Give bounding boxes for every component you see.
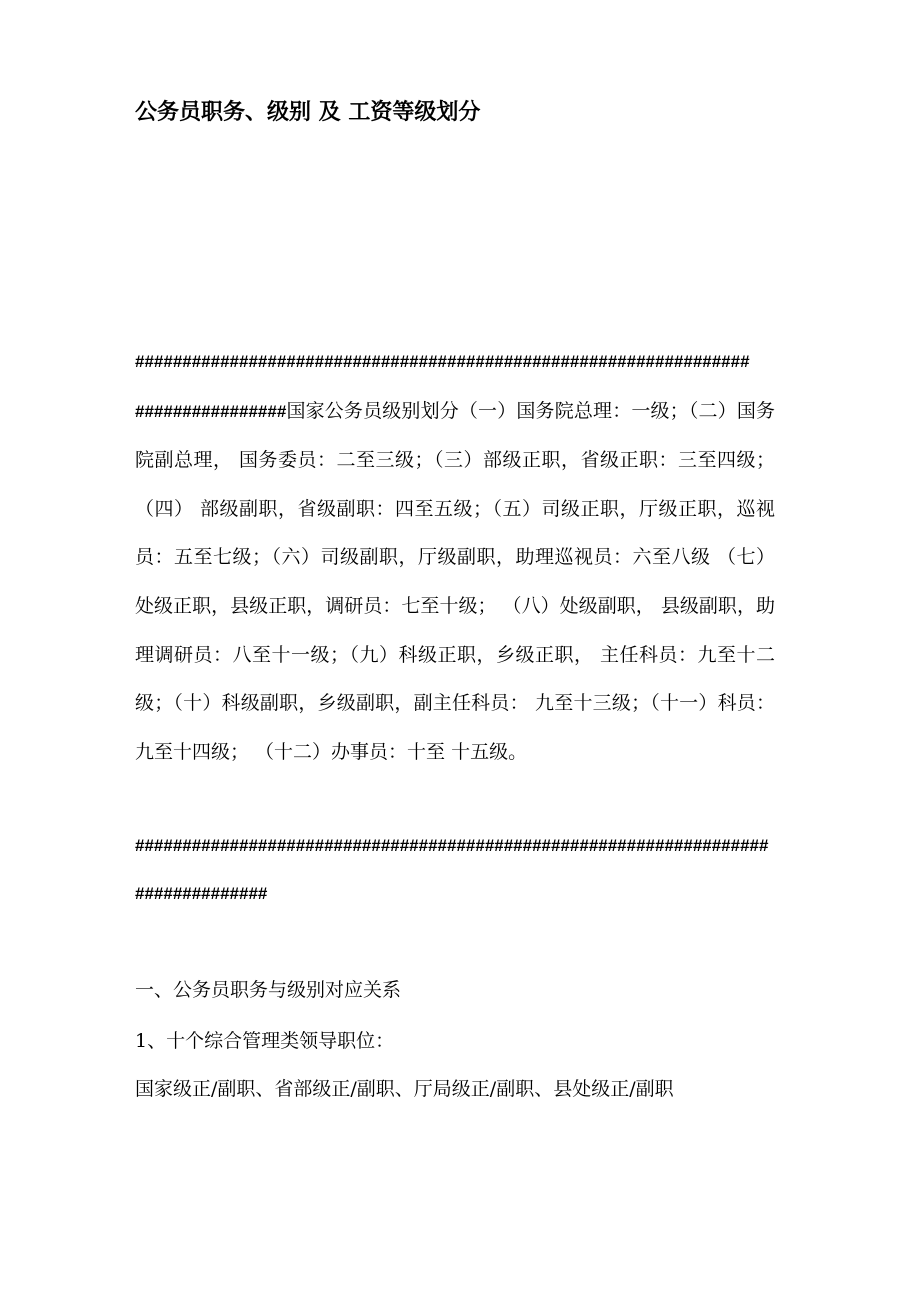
- subsection-heading: 1、十个综合管理类领导职位：: [135, 1030, 395, 1052]
- positions-list: 国家级正/副职、省部级正/副职、厅局级正/副职、县处级正/副职: [135, 1078, 674, 1100]
- hash-prefix: ################: [135, 401, 287, 421]
- grade-division-text: 国家公务员级别划分（一）国务院总理：一级；（二）国务院副总理， 国务委员：二至三级；（三）部级正职，省级正职：三至四级；（四） 部级副职，省级副职：四至五级；（五）司级正职，厅级正职，巡视 员：五至七级；（六）司级副职，厅级副职，助理巡视员：六至八级 （七）处级正职，县级正职，调研员：七至十级； （八）处级副职， 县级副职，助理调研员：八至十一级；（九）科级正职，乡级正职， 主任科员：九至十二级；（十）科级副职，乡级副职，副主任科员： 九至十三级；（十一）科员：九至十四级； （十二）办事员：十至 十五级。: [135, 399, 775, 763]
- hash-separator-bottom: #################################################################################: [135, 836, 769, 903]
- document-title: 公务员职务、级别 及 工资等级划分: [135, 100, 481, 125]
- section-heading: 一、公务员职务与级别对应关系: [135, 979, 402, 1001]
- hash-separator-top: #################################################################: [135, 352, 750, 371]
- grade-division-paragraph: [135, 387, 775, 777]
- grade-division-block: [135, 338, 775, 776]
